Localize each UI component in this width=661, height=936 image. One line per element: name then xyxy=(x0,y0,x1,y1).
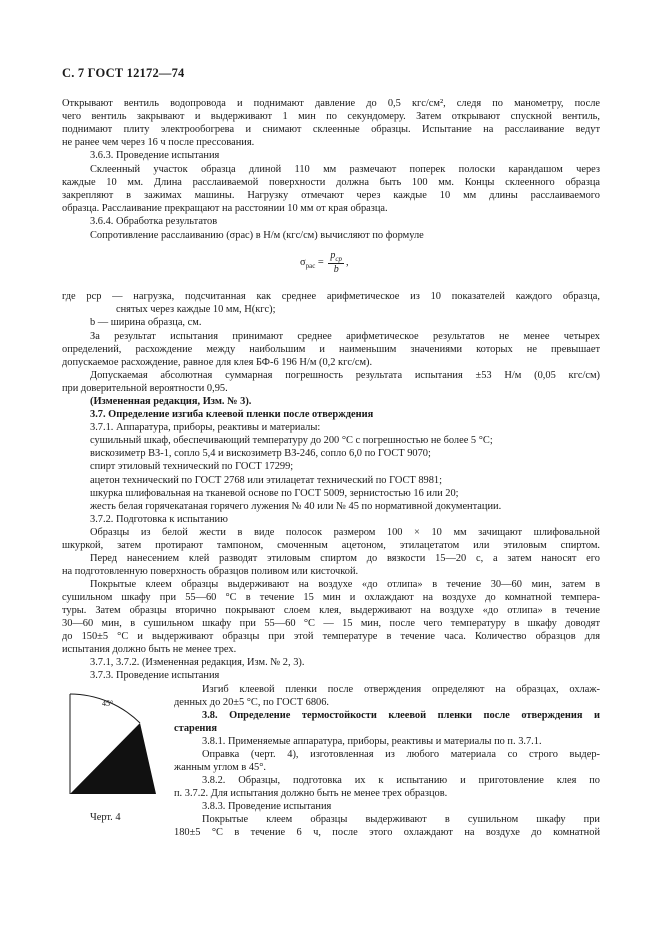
text-line: шкурка шлифовальная на тканевой основе по ГОСТ 5009, зернистостью 16 или 20; xyxy=(90,488,459,499)
text-line: Перед нанесением клей разводят этиловым спиртом до вязкости 15—20 с, а затем наносят его xyxy=(90,553,600,564)
text-line: Сопротивление расслаиванию (σрас) в Н/м (кгс/см) вычисляют по формуле xyxy=(90,230,424,241)
text-line: b — ширина образца, см. xyxy=(90,317,202,328)
text-line: поднимают плиту электрообогрева и снимают склеенные образцы. Испытание на расслаивание ведут xyxy=(62,124,600,135)
text-line: вискозиметр ВЗ-1, сопло 5,4 и вискозиметр ВЗ-246, сопло 6,0 по ГОСТ 9070; xyxy=(90,448,431,459)
text-line: 3.8.3. Проведение испытания xyxy=(202,801,332,812)
text-line: 3.7. Определение изгиба клеевой пленки после отверждения xyxy=(90,409,374,420)
mandrel-drawing xyxy=(58,690,168,800)
text-line: до 150±5 °С и выдерживают образцы при этой температуре в течение часа. Количество образцов для xyxy=(62,631,600,642)
text-line: 30—60 мин, в сушильном шкафу при 55—60 °С — 15 мин, после чего температуру в шкафу доводят xyxy=(62,618,600,629)
formula xyxy=(300,250,349,275)
page-header: С. 7 ГОСТ 12172—74 xyxy=(62,66,185,80)
text-line: денных до 20±5 °С, по ГОСТ 6806. xyxy=(174,697,330,708)
mandrel-wedge xyxy=(70,723,156,794)
text-line: сушильный шкаф, обеспечивающий температуру до 200 °С с погрешностью не более 5 °С; xyxy=(90,435,493,446)
text-line: каждые 10 мм. Длина расслаиваемой поверхности должна быть 100 мм. Концы склеенного образца xyxy=(62,177,600,188)
text-line: туры. Затем образцы вторично покрывают слоем клея, выдерживают на воздухе «до отлипа» в течение xyxy=(62,605,600,616)
text-line: Склеенный участок образца длиной 110 мм размечают поперек полоски карандашом через xyxy=(90,164,600,175)
text-line: 3.8.2. Образцы, подготовка их к испытанию и приготовление клея по xyxy=(202,775,600,786)
formula-numerator: $p_{ср}$ xyxy=(330,250,343,263)
text-line: ацетон технический по ГОСТ 2768 или этилацетат технический по ГОСТ 8981; xyxy=(90,475,443,486)
text-line: образца. Расслаивание прекращают на расстоянии 10 мм от края образца. xyxy=(62,203,388,214)
figure-caption: Черт. 4 xyxy=(90,812,121,823)
text-line: Покрытые клеем образцы выдерживают в сушильном шкафу при xyxy=(202,814,600,825)
text-line: 3.7.1. Аппаратура, приборы, реактивы и материалы: xyxy=(90,422,321,433)
text-line: снятых через каждые 10 мм, Н(кгс); xyxy=(116,304,276,315)
text-line: Изгиб клеевой пленки после отверждения определяют на образцах, охлаж- xyxy=(202,684,600,695)
text-line: закрепляют в зажимах машины. Нагрузку отмечают через каждые 10 мм длины расслаиваемого xyxy=(62,190,600,201)
formula-denominator: b xyxy=(333,264,339,275)
text-line: шкуркой, затем протирают тампоном, смоченным ацетоном, этилацетатом или этиловым спиртом. xyxy=(62,540,600,551)
text-line: на подготовленную поверхность образцов поливом или кисточкой. xyxy=(62,566,359,577)
text-line: Покрытые клеем образцы выдерживают на воздухе «до отлипа» в течение 30—60 мин, затем в xyxy=(90,579,600,590)
formula-fraction xyxy=(328,250,344,275)
text-line: 3.8.1. Применяемые аппаратура, приборы, реактивы и материалы по п. 3.7.1. xyxy=(202,736,542,747)
text-line: спирт этиловый технический по ГОСТ 17299; xyxy=(90,461,294,472)
text-line: (Измененная редакция, Изм. № 3). xyxy=(90,396,252,407)
formula-tail: , xyxy=(346,256,349,268)
text-line: определений, расхождение между наибольшим и наименьшим значениями которых не превышает xyxy=(62,344,600,355)
text-line: Оправка (черт. 4), изготовленная из любого материала со строго выдер- xyxy=(202,749,600,760)
text-line: где pср — нагрузка, подсчитанная как среднее арифметическое из 10 показателей каждого образца, xyxy=(62,291,600,302)
text-line: не ранее чем через 16 ч после прессования. xyxy=(62,137,255,148)
formula-lhs: $\sigma_{рас}$ = xyxy=(300,256,324,270)
text-line: 180±5 °С в течение 6 ч, после этого охлаждают на воздухе до комнатной xyxy=(174,827,600,838)
text-line: старения xyxy=(174,723,218,734)
angle-label: 45° xyxy=(102,699,114,708)
text-line: Допускаемая абсолютная суммарная погрешность результата испытания ±53 Н/м (0,05 кгс/см) xyxy=(90,370,600,381)
text-line: Открывают вентиль водопровода и поднимают давление до 0,5 кгс/см², следя по манометру, после xyxy=(62,98,600,109)
text-line: сушильном шкафу при 55—60 °С в течение 15 мин и охлаждают на воздухе до комнатной темпера- xyxy=(62,592,600,603)
text-line: 3.7.2. Подготовка к испытанию xyxy=(90,514,228,525)
text-line: 3.6.4. Обработка результатов xyxy=(90,216,218,227)
text-line: 3.8. Определение термостойкости клеевой пленки после отверждения и xyxy=(202,710,600,721)
text-line: 3.7.3. Проведение испытания xyxy=(90,670,220,681)
text-line: жесть белая горячекатаная горячего лужения № 40 или № 45 по нормативной документации. xyxy=(90,501,502,512)
text-line: 3.7.1, 3.7.2. (Измененная редакция, Изм. № 2, 3). xyxy=(90,657,305,668)
text-line: 3.6.3. Проведение испытания xyxy=(90,150,220,161)
text-line: допускаемое расхождение, равное для клея БФ-6 196 Н/м (0,2 кгс/см). xyxy=(62,357,373,368)
text-line: п. 3.7.2. Для испытания должно быть не менее трех образцов. xyxy=(174,788,448,799)
text-line: испытания должно быть не менее трех. xyxy=(62,644,237,655)
text-line: при доверительной вероятности 0,95. xyxy=(62,383,228,394)
text-line: чего вентиль закрывают и выдерживают 1 мин по секундомеру. Затем открывают спускной вентиль, xyxy=(62,111,600,122)
text-line: За результат испытания принимают среднее арифметическое результатов не менее четырех xyxy=(90,331,600,342)
text-line: Образцы из белой жести в виде полосок размером 100 × 10 мм зачищают шлифовальной xyxy=(90,527,600,538)
text-line: жанным углом в 45°. xyxy=(174,762,266,773)
